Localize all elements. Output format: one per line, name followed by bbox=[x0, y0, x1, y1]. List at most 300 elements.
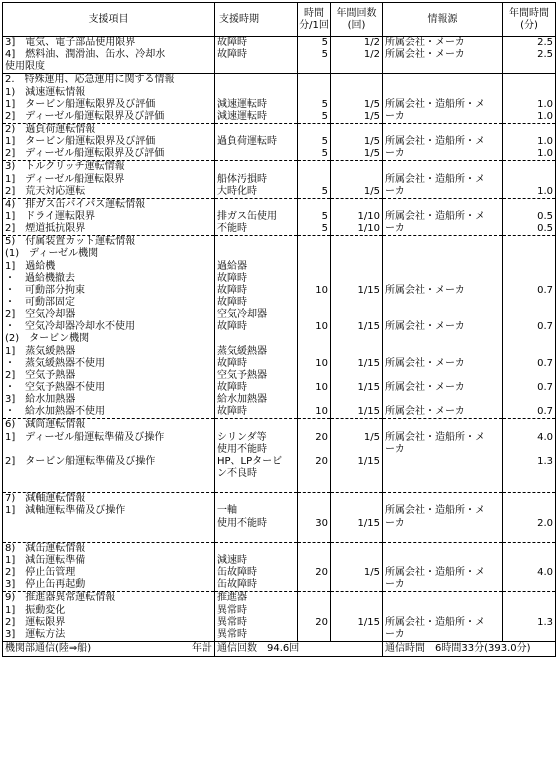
table-row bbox=[3, 61, 556, 74]
cell-annual: 1.0 bbox=[503, 99, 556, 111]
table-row bbox=[3, 161, 556, 174]
cell-source bbox=[383, 555, 503, 567]
table-row bbox=[3, 223, 556, 236]
cell-timing: 空気予熱器 bbox=[215, 370, 298, 382]
cell-duration bbox=[298, 87, 331, 99]
cell-count: 1/15 bbox=[331, 517, 383, 529]
support-items-table bbox=[2, 2, 556, 657]
cell-source: 所属会社・メーカ bbox=[383, 358, 503, 370]
cell-item: 3) トルクリッチ運転情報 bbox=[3, 161, 215, 174]
cell-source bbox=[383, 346, 503, 358]
cell-annual bbox=[503, 493, 556, 506]
cell-timing: 船体汚損時 bbox=[215, 174, 298, 186]
cell-duration: 20 bbox=[298, 617, 331, 629]
cell-timing: 一軸 bbox=[215, 505, 298, 517]
cell-count: 1/5 bbox=[331, 186, 383, 199]
cell-item: 1] 減軸運転準備及び操作 bbox=[3, 505, 215, 517]
cell-duration bbox=[298, 174, 331, 186]
cell-item: 3] 給水加熱器 bbox=[3, 394, 215, 406]
cell-source bbox=[383, 74, 503, 87]
table-row bbox=[3, 480, 556, 493]
cell-duration bbox=[298, 61, 331, 74]
cell-source: 所属会社・メーカ bbox=[383, 37, 503, 50]
cell-source: ーカ bbox=[383, 148, 503, 161]
cell-item: 2] 停止缶管理 bbox=[3, 567, 215, 579]
cell-duration: 5 bbox=[298, 211, 331, 223]
cell-duration bbox=[298, 309, 331, 321]
cell-duration: 20 bbox=[298, 456, 331, 468]
cell-item bbox=[3, 480, 215, 493]
table-row bbox=[3, 236, 556, 249]
cell-timing: 過負荷運転時 bbox=[215, 136, 298, 148]
cell-timing bbox=[215, 542, 298, 555]
cell-source bbox=[383, 61, 503, 74]
cell-annual bbox=[503, 346, 556, 358]
cell-duration: 5 bbox=[298, 223, 331, 236]
cell-count bbox=[331, 61, 383, 74]
cell-source bbox=[383, 493, 503, 506]
cell-source bbox=[383, 394, 503, 406]
cell-timing: 缶故障時 bbox=[215, 579, 298, 592]
cell-source: ーカ bbox=[383, 517, 503, 529]
cell-item: 2] 運転限界 bbox=[3, 617, 215, 629]
cell-item: ・ 可動部固定 bbox=[3, 297, 215, 309]
cell-duration bbox=[298, 123, 331, 136]
cell-timing: 空気冷却器 bbox=[215, 309, 298, 321]
cell-item: 4] 燃料油、潤滑油、缶水、冷却水 bbox=[3, 49, 215, 61]
cell-timing: 排ガス缶使用 bbox=[215, 211, 298, 223]
cell-source: 所属会社・造船所・メ bbox=[383, 567, 503, 579]
cell-duration bbox=[298, 505, 331, 517]
cell-duration: 5 bbox=[298, 148, 331, 161]
cell-count bbox=[331, 174, 383, 186]
cell-annual bbox=[503, 419, 556, 432]
cell-timing: 給水加熱器 bbox=[215, 394, 298, 406]
cell-timing: 故障時 bbox=[215, 297, 298, 309]
table-row bbox=[3, 406, 556, 419]
cell-annual: 1.0 bbox=[503, 136, 556, 148]
table-row bbox=[3, 49, 556, 61]
cell-source bbox=[383, 248, 503, 260]
table-row bbox=[3, 358, 556, 370]
cell-source: 所属会社・造船所・メ bbox=[383, 505, 503, 517]
table-row bbox=[3, 211, 556, 223]
cell-timing: 缶故障時 bbox=[215, 567, 298, 579]
cell-duration: 30 bbox=[298, 517, 331, 529]
cell-annual: 0.5 bbox=[503, 223, 556, 236]
cell-duration: 5 bbox=[298, 49, 331, 61]
cell-count bbox=[331, 273, 383, 285]
cell-annual: 0.7 bbox=[503, 382, 556, 394]
table-row bbox=[3, 111, 556, 124]
header-row bbox=[3, 3, 556, 37]
table-row bbox=[3, 321, 556, 333]
cell-duration bbox=[298, 579, 331, 592]
cell-source bbox=[383, 604, 503, 616]
cell-count bbox=[331, 333, 383, 345]
cell-item: 2] 荒天対応運転 bbox=[3, 186, 215, 199]
table-row bbox=[3, 592, 556, 605]
cell-count bbox=[331, 261, 383, 273]
cell-duration: 20 bbox=[298, 567, 331, 579]
cell-duration: 5 bbox=[298, 111, 331, 124]
cell-annual: 1.3 bbox=[503, 617, 556, 629]
footer-total-time: 通信時間 6時間33分(393.0分) bbox=[383, 641, 556, 656]
cell-annual: 2.5 bbox=[503, 49, 556, 61]
cell-source bbox=[383, 236, 503, 249]
cell-count bbox=[331, 444, 383, 456]
cell-source: 所属会社・造船所・メ bbox=[383, 136, 503, 148]
cell-duration bbox=[298, 333, 331, 345]
cell-item: (2) タービン機関 bbox=[3, 333, 215, 345]
cell-duration bbox=[298, 530, 331, 543]
cell-count bbox=[331, 555, 383, 567]
cell-timing bbox=[215, 530, 298, 543]
cell-item: 1] ディーゼル船運転準備及び操作 bbox=[3, 432, 215, 444]
cell-timing: 不能時 bbox=[215, 223, 298, 236]
cell-count bbox=[331, 87, 383, 99]
table-row bbox=[3, 273, 556, 285]
cell-timing: 異常時 bbox=[215, 617, 298, 629]
cell-source bbox=[383, 370, 503, 382]
cell-item: 1] タービン船運転限界及び評価 bbox=[3, 136, 215, 148]
cell-annual bbox=[503, 629, 556, 642]
cell-count: 1/2 bbox=[331, 37, 383, 50]
cell-source bbox=[383, 261, 503, 273]
cell-duration: 5 bbox=[298, 186, 331, 199]
cell-duration bbox=[298, 419, 331, 432]
table-row bbox=[3, 444, 556, 456]
table-row bbox=[3, 99, 556, 111]
cell-source bbox=[383, 161, 503, 174]
table-row bbox=[3, 517, 556, 529]
cell-count bbox=[331, 604, 383, 616]
header-timing: 支援時期 bbox=[215, 3, 298, 37]
cell-count: 1/5 bbox=[331, 567, 383, 579]
cell-annual: 0.7 bbox=[503, 285, 556, 297]
cell-item: 使用限度 bbox=[3, 61, 215, 74]
cell-annual bbox=[503, 333, 556, 345]
cell-count: 1/15 bbox=[331, 382, 383, 394]
cell-timing bbox=[215, 248, 298, 260]
cell-source bbox=[383, 87, 503, 99]
table-row bbox=[3, 530, 556, 543]
footer-total-count: 通信回数 94.6回 bbox=[215, 641, 383, 656]
cell-annual bbox=[503, 468, 556, 480]
cell-source bbox=[383, 592, 503, 605]
cell-annual: 0.7 bbox=[503, 321, 556, 333]
cell-count bbox=[331, 74, 383, 87]
cell-duration bbox=[298, 444, 331, 456]
cell-count: 1/15 bbox=[331, 321, 383, 333]
cell-duration bbox=[298, 629, 331, 642]
table-row bbox=[3, 629, 556, 642]
cell-item: 2] ディーゼル船運転限界及び評価 bbox=[3, 111, 215, 124]
table-row bbox=[3, 198, 556, 211]
cell-count bbox=[331, 579, 383, 592]
cell-timing: 使用不能時 bbox=[215, 444, 298, 456]
cell-annual bbox=[503, 198, 556, 211]
header-annual: 年間時間(分) bbox=[503, 3, 556, 37]
table-row bbox=[3, 468, 556, 480]
cell-count: 1/15 bbox=[331, 456, 383, 468]
cell-item bbox=[3, 468, 215, 480]
cell-source: ーカ bbox=[383, 111, 503, 124]
cell-item: 1] 蒸気緩熱器 bbox=[3, 346, 215, 358]
cell-annual bbox=[503, 555, 556, 567]
cell-timing bbox=[215, 161, 298, 174]
cell-duration: 20 bbox=[298, 432, 331, 444]
cell-count bbox=[331, 297, 383, 309]
cell-item: 3] 電気、電子部品使用限界 bbox=[3, 37, 215, 50]
cell-item: 1] 過給機 bbox=[3, 261, 215, 273]
cell-count bbox=[331, 480, 383, 493]
cell-item: 2] ディーゼル船運転限界及び評価 bbox=[3, 148, 215, 161]
cell-annual bbox=[503, 261, 556, 273]
cell-item: 1] 振動変化 bbox=[3, 604, 215, 616]
cell-item: 2] タービン船運転準備及び操作 bbox=[3, 456, 215, 468]
table-row bbox=[3, 579, 556, 592]
header-source: 情報源 bbox=[383, 3, 503, 37]
cell-timing: 異常時 bbox=[215, 629, 298, 642]
cell-source bbox=[383, 123, 503, 136]
table-row bbox=[3, 309, 556, 321]
cell-annual bbox=[503, 87, 556, 99]
cell-duration bbox=[298, 592, 331, 605]
cell-timing: 故障時 bbox=[215, 358, 298, 370]
cell-duration bbox=[298, 480, 331, 493]
table-row bbox=[3, 555, 556, 567]
cell-duration bbox=[298, 468, 331, 480]
cell-timing bbox=[215, 148, 298, 161]
cell-duration: 10 bbox=[298, 321, 331, 333]
cell-count bbox=[331, 419, 383, 432]
cell-annual bbox=[503, 123, 556, 136]
cell-item: 1] 減缶運転準備 bbox=[3, 555, 215, 567]
cell-item: 1] タービン船運転限界及び評価 bbox=[3, 99, 215, 111]
cell-source bbox=[383, 468, 503, 480]
cell-annual: 0.7 bbox=[503, 406, 556, 419]
cell-annual: 1.0 bbox=[503, 148, 556, 161]
cell-count: 1/5 bbox=[331, 99, 383, 111]
cell-count bbox=[331, 592, 383, 605]
cell-annual bbox=[503, 480, 556, 493]
cell-item: 1) 減速運転情報 bbox=[3, 87, 215, 99]
cell-count bbox=[331, 236, 383, 249]
cell-timing: 推進器 bbox=[215, 592, 298, 605]
cell-annual bbox=[503, 74, 556, 87]
cell-annual: 2.5 bbox=[503, 37, 556, 50]
table-row bbox=[3, 261, 556, 273]
cell-annual bbox=[503, 394, 556, 406]
cell-count: 1/5 bbox=[331, 432, 383, 444]
table-row bbox=[3, 174, 556, 186]
cell-timing: 故障時 bbox=[215, 285, 298, 297]
cell-count bbox=[331, 248, 383, 260]
table-row bbox=[3, 136, 556, 148]
cell-count: 1/15 bbox=[331, 406, 383, 419]
cell-source: 所属会社・メーカ bbox=[383, 285, 503, 297]
table-row bbox=[3, 297, 556, 309]
cell-duration: 5 bbox=[298, 136, 331, 148]
footer-nenkei: 年計 bbox=[192, 642, 212, 654]
cell-item: 3] 運転方法 bbox=[3, 629, 215, 642]
cell-count: 1/15 bbox=[331, 358, 383, 370]
cell-annual bbox=[503, 542, 556, 555]
cell-item: 1] ドライ運転限界 bbox=[3, 211, 215, 223]
table-row bbox=[3, 505, 556, 517]
table-row bbox=[3, 394, 556, 406]
cell-duration bbox=[298, 370, 331, 382]
cell-annual: 4.0 bbox=[503, 567, 556, 579]
cell-item: ・ 空気冷却器冷却水不使用 bbox=[3, 321, 215, 333]
cell-timing: 故障時 bbox=[215, 273, 298, 285]
cell-count bbox=[331, 493, 383, 506]
cell-source: ーカ bbox=[383, 629, 503, 642]
table-row bbox=[3, 248, 556, 260]
cell-duration: 5 bbox=[298, 37, 331, 50]
cell-source: ーカ bbox=[383, 579, 503, 592]
cell-item bbox=[3, 444, 215, 456]
table-row bbox=[3, 74, 556, 87]
cell-timing: 過給器 bbox=[215, 261, 298, 273]
cell-count bbox=[331, 346, 383, 358]
cell-annual: 1.3 bbox=[503, 456, 556, 468]
table-row bbox=[3, 604, 556, 616]
cell-timing: 減速運転時 bbox=[215, 111, 298, 124]
cell-source: 所属会社・造船所・メ bbox=[383, 99, 503, 111]
cell-annual bbox=[503, 174, 556, 186]
table-row bbox=[3, 493, 556, 506]
cell-item: ・ 可動部分拘束 bbox=[3, 285, 215, 297]
header-count: 年間回数(回) bbox=[331, 3, 383, 37]
cell-timing bbox=[215, 493, 298, 506]
cell-duration: 10 bbox=[298, 358, 331, 370]
cell-timing: 減速運転時 bbox=[215, 99, 298, 111]
table-row bbox=[3, 567, 556, 579]
cell-timing: 異常時 bbox=[215, 604, 298, 616]
cell-item: 6) 減筒運転情報 bbox=[3, 419, 215, 432]
cell-source bbox=[383, 480, 503, 493]
cell-timing bbox=[215, 61, 298, 74]
cell-source bbox=[383, 297, 503, 309]
cell-annual bbox=[503, 273, 556, 285]
cell-duration: 5 bbox=[298, 99, 331, 111]
cell-item: 9) 推進器異常運転情報 bbox=[3, 592, 215, 605]
cell-item: 2] 空気予熱器 bbox=[3, 370, 215, 382]
table-row bbox=[3, 148, 556, 161]
cell-source bbox=[383, 419, 503, 432]
cell-count bbox=[331, 198, 383, 211]
cell-annual bbox=[503, 248, 556, 260]
cell-item: 8) 減缶運転情報 bbox=[3, 542, 215, 555]
cell-source: 所属会社・メーカ bbox=[383, 321, 503, 333]
table-row bbox=[3, 123, 556, 136]
cell-source bbox=[383, 333, 503, 345]
cell-count bbox=[331, 542, 383, 555]
cell-item: 2] 煙道抵抗限界 bbox=[3, 223, 215, 236]
cell-duration bbox=[298, 604, 331, 616]
cell-source: 所属会社・メーカ bbox=[383, 49, 503, 61]
cell-timing: 故障時 bbox=[215, 37, 298, 50]
cell-duration bbox=[298, 394, 331, 406]
cell-item: ・ 過給機撤去 bbox=[3, 273, 215, 285]
cell-timing bbox=[215, 419, 298, 432]
table-row bbox=[3, 333, 556, 345]
cell-timing: 減速時 bbox=[215, 555, 298, 567]
cell-duration bbox=[298, 74, 331, 87]
table-row bbox=[3, 432, 556, 444]
cell-source bbox=[383, 198, 503, 211]
cell-item bbox=[3, 530, 215, 543]
cell-count bbox=[331, 505, 383, 517]
cell-source bbox=[383, 530, 503, 543]
footer-row bbox=[3, 641, 556, 656]
cell-annual bbox=[503, 530, 556, 543]
cell-annual bbox=[503, 604, 556, 616]
cell-duration bbox=[298, 161, 331, 174]
cell-count: 1/15 bbox=[331, 617, 383, 629]
cell-annual bbox=[503, 309, 556, 321]
table-row bbox=[3, 419, 556, 432]
cell-count: 1/10 bbox=[331, 223, 383, 236]
cell-duration: 10 bbox=[298, 406, 331, 419]
cell-source: 所属会社・造船所・メ bbox=[383, 174, 503, 186]
cell-annual: 0.7 bbox=[503, 358, 556, 370]
cell-duration bbox=[298, 555, 331, 567]
cell-item: 2] 空気冷却器 bbox=[3, 309, 215, 321]
cell-count bbox=[331, 123, 383, 136]
cell-source: 所属会社・メーカ bbox=[383, 382, 503, 394]
cell-annual: 4.0 bbox=[503, 432, 556, 444]
cell-count: 1/2 bbox=[331, 49, 383, 61]
cell-duration bbox=[298, 198, 331, 211]
cell-timing: 故障時 bbox=[215, 321, 298, 333]
cell-timing bbox=[215, 198, 298, 211]
cell-timing: HP、LPタービ bbox=[215, 456, 298, 468]
cell-item: 5) 付属装置カット運転情報 bbox=[3, 236, 215, 249]
cell-timing bbox=[215, 333, 298, 345]
cell-item: 4) 排ガス缶バイパス運転情報 bbox=[3, 198, 215, 211]
cell-annual bbox=[503, 592, 556, 605]
table-body bbox=[3, 37, 556, 642]
table-row bbox=[3, 617, 556, 629]
cell-annual bbox=[503, 370, 556, 382]
cell-timing: 蒸気緩熱器 bbox=[215, 346, 298, 358]
table-row bbox=[3, 456, 556, 468]
cell-duration: 10 bbox=[298, 382, 331, 394]
cell-annual: 1.0 bbox=[503, 186, 556, 199]
cell-annual bbox=[503, 161, 556, 174]
table-row bbox=[3, 186, 556, 199]
cell-item: 2. 特殊運用、応急運用に関する情報 bbox=[3, 74, 215, 87]
cell-timing: 故障時 bbox=[215, 406, 298, 419]
table-row bbox=[3, 542, 556, 555]
cell-source: 所属会社・造船所・メ bbox=[383, 617, 503, 629]
cell-source: 所属会社・造船所・メ bbox=[383, 432, 503, 444]
cell-duration: 10 bbox=[298, 285, 331, 297]
footer-label bbox=[3, 641, 215, 656]
header-item: 支援項目 bbox=[3, 3, 215, 37]
cell-duration bbox=[298, 346, 331, 358]
cell-timing bbox=[215, 123, 298, 136]
cell-duration bbox=[298, 297, 331, 309]
cell-source bbox=[383, 273, 503, 285]
cell-count bbox=[331, 530, 383, 543]
table-row bbox=[3, 285, 556, 297]
cell-count bbox=[331, 468, 383, 480]
cell-annual: 1.0 bbox=[503, 111, 556, 124]
